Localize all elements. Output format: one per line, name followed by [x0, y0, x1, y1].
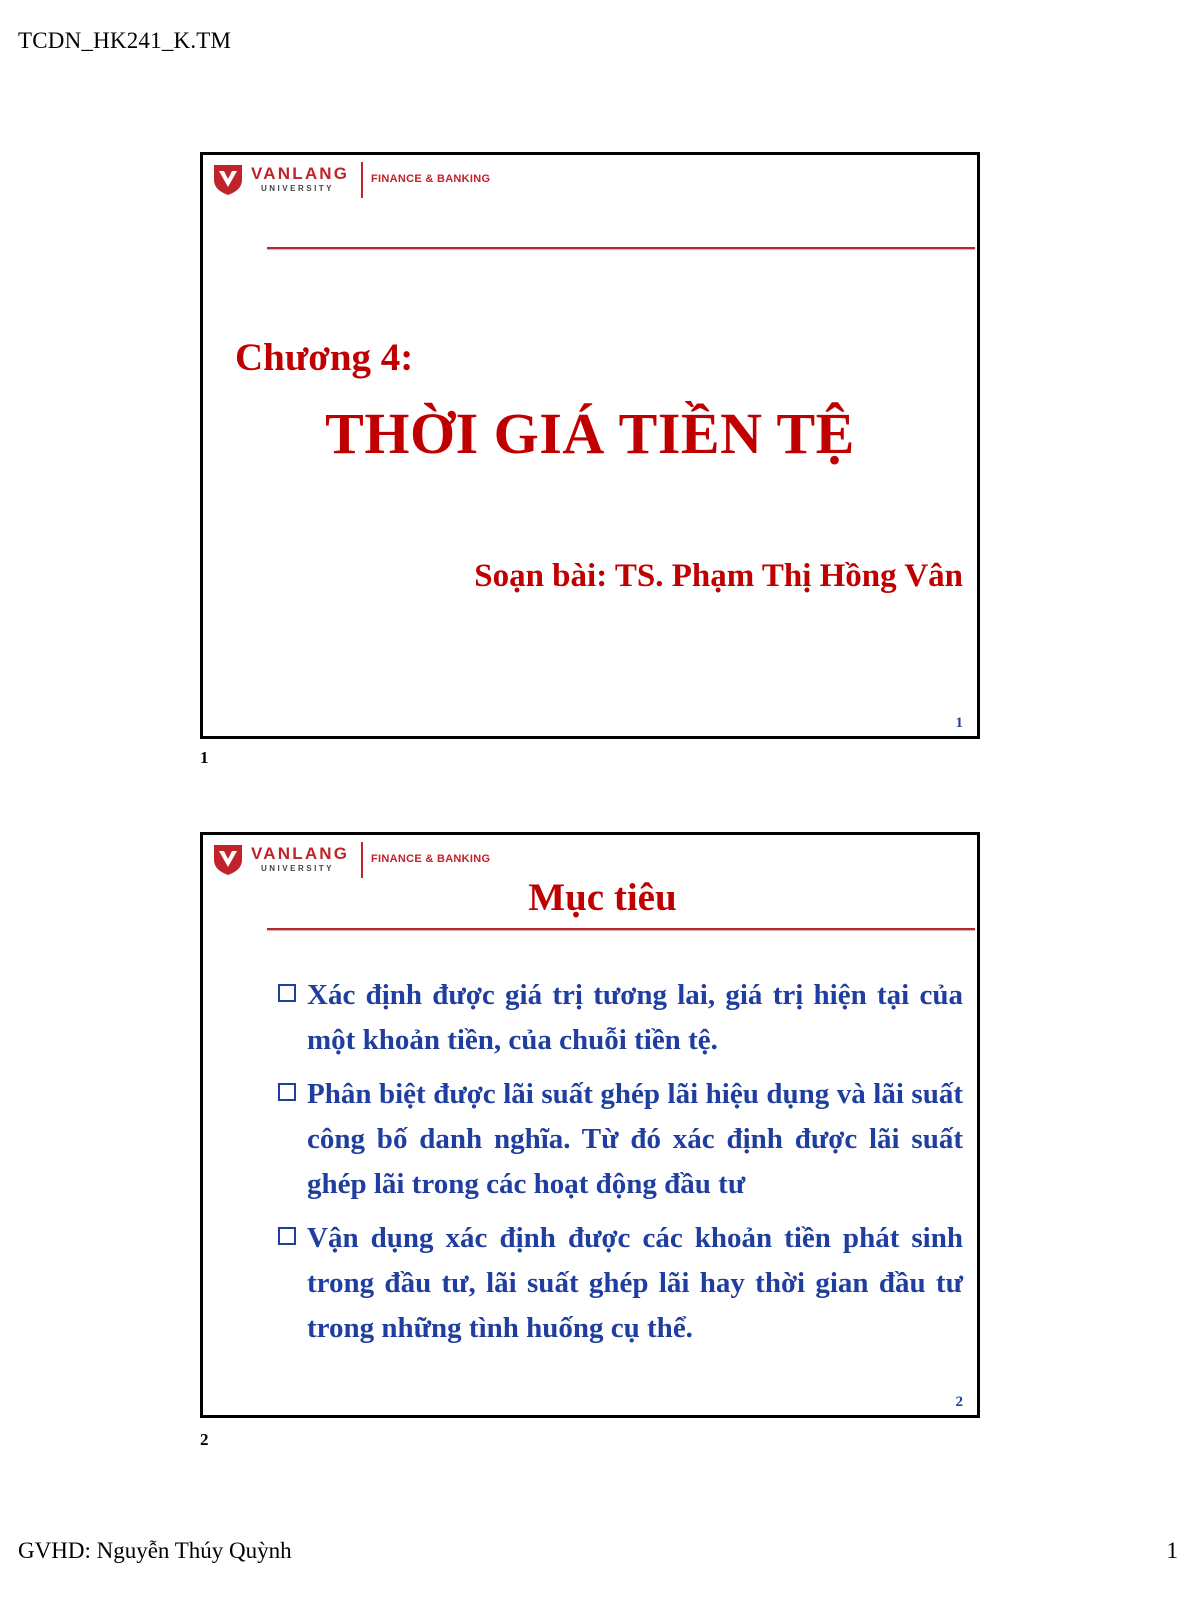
header-rule [267, 247, 975, 249]
page-slide-number: 2 [200, 1430, 209, 1449]
list-item [275, 1072, 963, 1207]
logo-name: VANLANG [251, 844, 350, 863]
bullet-text: Vận dụng xác định được các khoản tiền phát sinh trong đầu tư, lãi suất ghép lãi hay thời gian đầu tư trong những tình huống cụ thể. [307, 1222, 963, 1344]
checkbox-bullet-icon [278, 1227, 296, 1245]
slide-number: 1 [955, 715, 963, 731]
bullet-text: Xác định được giá trị tương lai, giá trị hiện tại của một khoản tiền, của chuỗi tiền tệ. [307, 979, 963, 1056]
slide-title: Mục tiêu [528, 876, 677, 919]
footer-page-number: 1 [1166, 1538, 1178, 1563]
slide-2 [200, 832, 980, 1418]
vanlang-emblem-icon [211, 162, 245, 196]
slide-number: 2 [955, 1394, 963, 1410]
author-line: Soạn bài: TS. Phạm Thị Hồng Vân [474, 558, 963, 594]
header-rule [267, 928, 975, 930]
slide-1 [200, 152, 980, 739]
university-logo [211, 162, 531, 198]
chapter-label: Chương 4: [235, 336, 414, 379]
list-item [275, 1216, 963, 1351]
bullet-text: Phân biệt được lãi suất ghép lãi hiệu dụng và lãi suất công bố danh nghĩa. Từ đó xác định được lãi suất ghép lãi trong các hoạt động đầu tư [307, 1078, 963, 1200]
logo-divider [361, 162, 363, 198]
checkbox-bullet-icon [278, 984, 296, 1002]
list-item [275, 973, 963, 1063]
checkbox-bullet-icon [278, 1083, 296, 1101]
logo-subtitle: UNIVERSITY [261, 184, 335, 193]
logo-department: FINANCE & BANKING [371, 173, 491, 185]
document-header: TCDN_HK241_K.TM [18, 28, 232, 53]
objectives-list [275, 973, 963, 1360]
slide-title: THỜI GIÁ TIỀN TỆ [325, 401, 855, 466]
logo-name: VANLANG [251, 164, 350, 183]
page-slide-number: 1 [200, 748, 209, 767]
footer-instructor: GVHD: Nguyễn Thúy Quỳnh [18, 1538, 292, 1563]
university-logo [211, 842, 531, 878]
vanlang-emblem-icon [211, 842, 245, 876]
logo-divider [361, 842, 363, 878]
logo-subtitle: UNIVERSITY [261, 864, 335, 873]
logo-department: FINANCE & BANKING [371, 853, 491, 865]
